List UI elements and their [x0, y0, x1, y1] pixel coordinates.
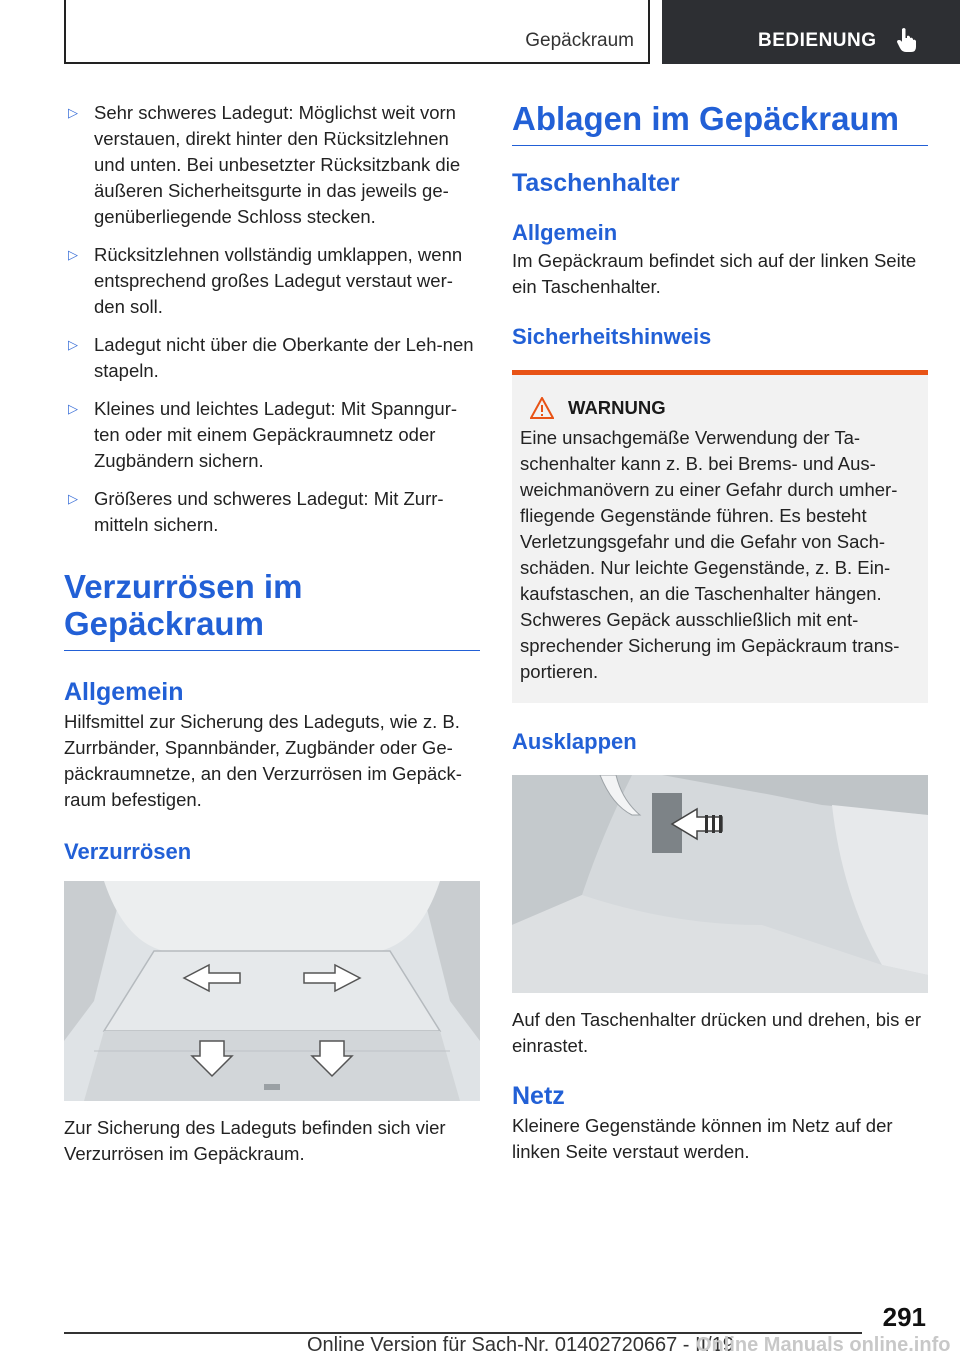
header-section-title: Gepäckraum: [525, 30, 634, 51]
heading-general: Allgemein: [64, 678, 184, 706]
footer-online-version: Online Version für Sach-Nr. 01402720667 - II/19: [307, 1334, 734, 1356]
triangle-bullet-icon: ▷: [68, 105, 78, 120]
page-number: 291: [882, 1302, 926, 1332]
warning-label: WARNUNG: [568, 397, 666, 418]
list-item: ▷ Ladegut nicht über die Oberkante der Leh-nen stapeln.: [68, 334, 474, 381]
pointing-hand-icon: [896, 27, 918, 53]
general-paragraph: Hilfsmittel zur Sicherung des Ladeguts, wie z. B. Zurrbänder, Spannbänder, Zugbänder oder Ge-päckraumnetze, an den Verzurrösen im Gepäck-raum befestigen.: [64, 711, 462, 810]
warning-box: [512, 370, 928, 703]
unfold-caption: Auf den Taschenhalter drücken und drehen, bis er einrastet.: [512, 1009, 921, 1056]
header-chapter-tab: [662, 0, 960, 64]
list-item: ▷ Sehr schweres Ladegut: Möglichst weit vorn verstauen, direkt hinter den Rücksitzlehnen und unten. Bei unbesetzter Rücksitzbank die äußeren Sicherheitsgurte in das jeweils ge-genüberliegende Schloss stecken.: [68, 102, 461, 227]
bag-holder-illustration: [512, 775, 928, 993]
heading-eyelets: Verzurrösen: [64, 839, 192, 864]
warning-triangle-icon: [530, 397, 554, 419]
header-chapter-title: BEDIENUNG: [758, 30, 877, 51]
heading-safety: Sicherheitshinweis: [512, 324, 712, 349]
bag-holder-paragraph: Im Gepäckraum befindet sich auf der linken Seite ein Taschenhalter.: [512, 250, 917, 297]
net-paragraph: Kleinere Gegenstände können im Netz auf der linken Seite verstaut werden.: [512, 1115, 893, 1162]
footer-watermark: Online Manuals online.info: [696, 1334, 951, 1356]
heading-net: Netz: [512, 1082, 565, 1110]
list-item: ▷ Kleines und leichtes Ladegut: Mit Spanngur-ten oder mit einem Gepäckraumnetz oder Zugbändern sichern.: [68, 398, 458, 471]
triangle-bullet-icon: ▷: [68, 247, 78, 262]
triangle-bullet-icon: ▷: [68, 401, 78, 416]
eyelets-caption: Zur Sicherung des Ladeguts befinden sich vier Verzurrösen im Gepäckraum.: [64, 1117, 446, 1164]
right-column: [512, 100, 928, 1165]
heading-unfold: Ausklappen: [512, 729, 637, 754]
warning-text: Eine unsachgemäße Verwendung der Ta-schenhalter kann z. B. bei Brems- und Aus-weichmanövern zu einer Gefahr durch umher-fliegende Gegenstände führen. Es besteht Verletzungsgefahr und die Gefahr von Sach-schäden. Nur leichte Gegenstände, z. B. Ein-kaufstaschen, an die Taschenhalter hängen. Schweres Gepäck ausschließlich mit ent-sprechender Sicherung im Gepäckraum trans-portieren.: [520, 427, 900, 682]
list-item: ▷ Rücksitzlehnen vollständig umklappen, wenn entsprechend großes Ladegut verstaut wer-den soll.: [68, 244, 463, 317]
section-title-storage: Ablagen im Gepäckraum: [512, 100, 928, 146]
left-column: [64, 100, 480, 1167]
trunk-eyelets-illustration: [64, 881, 480, 1101]
heading-general-right: Allgemein: [512, 220, 618, 245]
triangle-bullet-icon: ▷: [68, 491, 78, 506]
heading-bag-holder: Taschenhalter: [512, 169, 680, 197]
section-title-eyelets: Verzurrösen im Gepäckraum: [64, 568, 480, 651]
header-section-tab: [64, 0, 650, 64]
list-item: ▷ Größeres und schweres Ladegut: Mit Zurr-mitteln sichern.: [68, 488, 444, 535]
triangle-bullet-icon: ▷: [68, 337, 78, 352]
